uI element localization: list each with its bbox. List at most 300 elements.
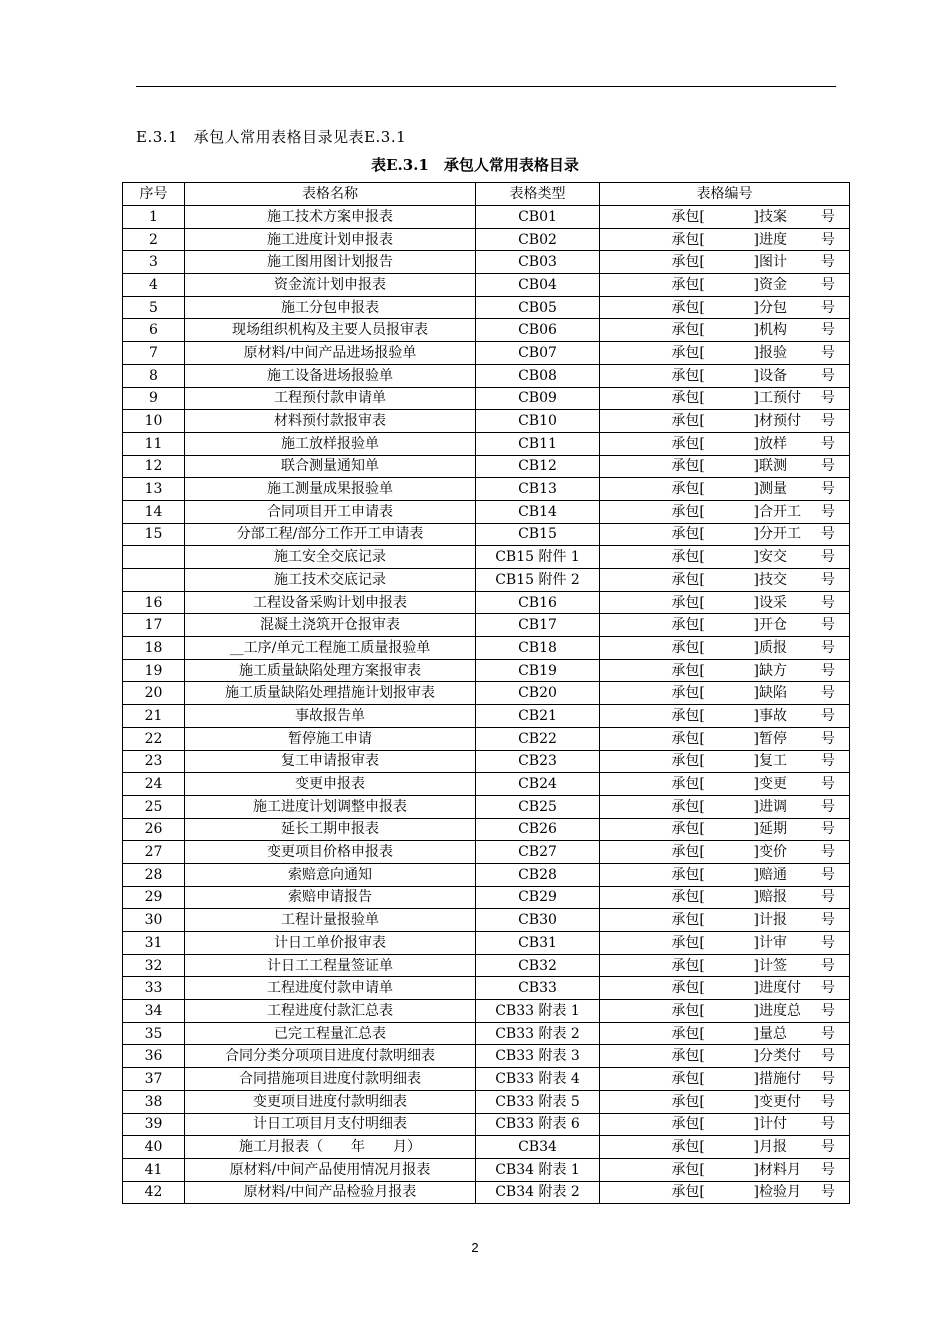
code-prefix: 承包[ <box>671 730 705 747</box>
form-code <box>600 705 850 728</box>
row-number: 24 <box>123 773 185 796</box>
form-type: CB26 <box>476 818 600 841</box>
code-abbrev: ]进度 <box>753 231 787 248</box>
form-type: CB10 <box>476 410 600 433</box>
table-row <box>123 818 850 841</box>
form-type: CB31 <box>476 932 600 955</box>
row-number: 10 <box>123 410 185 433</box>
code-abbrev: ]安交 <box>753 549 787 566</box>
form-type: CB33 附表 1 <box>476 1000 600 1023</box>
form-type: CB15 附件 1 <box>476 546 600 569</box>
code-suffix: 号 <box>820 254 835 271</box>
code-suffix: 号 <box>820 231 835 248</box>
form-type: CB15 <box>476 523 600 546</box>
code-abbrev: ]变更 <box>753 776 787 793</box>
code-prefix: 承包[ <box>671 594 705 611</box>
code-prefix: 承包[ <box>671 231 705 248</box>
form-code <box>600 1068 850 1091</box>
row-number: 16 <box>123 591 185 614</box>
form-code <box>600 727 850 750</box>
row-number: 28 <box>123 863 185 886</box>
code-abbrev: ]赔通 <box>753 866 787 883</box>
code-abbrev: ]分包 <box>753 299 787 316</box>
form-name: 复工申请报审表 <box>185 750 476 773</box>
code-abbrev: ]资金 <box>753 276 787 293</box>
form-name: 计日工单价报审表 <box>185 932 476 955</box>
form-code <box>600 500 850 523</box>
form-code <box>600 1022 850 1045</box>
code-abbrev: ]事故 <box>753 707 787 724</box>
code-abbrev: ]测量 <box>753 481 787 498</box>
form-name: 原材料/中间产品使用情况月报表 <box>185 1158 476 1181</box>
form-code <box>600 455 850 478</box>
table-row <box>123 1022 850 1045</box>
code-prefix: 承包[ <box>671 1025 705 1042</box>
form-code <box>600 1181 850 1204</box>
intro-text: E.3.1 承包人常用表格目录见表E.3.1 <box>136 128 407 146</box>
form-name: 已完工程量汇总表 <box>185 1022 476 1045</box>
row-number: 40 <box>123 1136 185 1159</box>
code-prefix: 承包[ <box>671 1093 705 1110</box>
code-abbrev: ]设备 <box>753 367 787 384</box>
form-code <box>600 932 850 955</box>
code-abbrev: ]变更付 <box>753 1093 801 1110</box>
code-suffix: 号 <box>820 753 835 770</box>
form-name: 施工技术方案申报表 <box>185 206 476 229</box>
form-type: CB24 <box>476 773 600 796</box>
code-suffix: 号 <box>820 208 835 225</box>
code-prefix: 承包[ <box>671 390 705 407</box>
form-code <box>600 954 850 977</box>
code-prefix: 承包[ <box>671 435 705 452</box>
form-name: 资金流计划申报表 <box>185 274 476 297</box>
code-abbrev: ]联测 <box>753 458 787 475</box>
form-name: 索赔申请报告 <box>185 886 476 909</box>
form-type: CB25 <box>476 795 600 818</box>
form-code <box>600 841 850 864</box>
form-name: 施工月报表（ 年 月） <box>185 1136 476 1159</box>
row-number: 23 <box>123 750 185 773</box>
form-type: CB33 附表 6 <box>476 1113 600 1136</box>
table-row <box>123 569 850 592</box>
form-code <box>600 364 850 387</box>
code-suffix: 号 <box>820 617 835 634</box>
code-suffix: 号 <box>820 1048 835 1065</box>
form-code <box>600 1000 850 1023</box>
code-abbrev: ]技交 <box>753 571 787 588</box>
code-suffix: 号 <box>820 1184 835 1201</box>
table-row <box>123 977 850 1000</box>
code-prefix: 承包[ <box>671 821 705 838</box>
code-suffix: 号 <box>820 912 835 929</box>
form-name: 施工分包申报表 <box>185 296 476 319</box>
row-number: 32 <box>123 954 185 977</box>
code-abbrev: ]计报 <box>753 912 787 929</box>
form-name: 工程设备采购计划申报表 <box>185 591 476 614</box>
table-row <box>123 682 850 705</box>
row-number: 15 <box>123 523 185 546</box>
code-suffix: 号 <box>820 549 835 566</box>
form-name: 施工放样报验单 <box>185 432 476 455</box>
row-number: 41 <box>123 1158 185 1181</box>
table-row <box>123 841 850 864</box>
form-code <box>600 274 850 297</box>
row-number <box>123 569 185 592</box>
table-row <box>123 705 850 728</box>
code-prefix: 承包[ <box>671 639 705 656</box>
form-type: CB07 <box>476 342 600 365</box>
row-number: 29 <box>123 886 185 909</box>
form-type: CB05 <box>476 296 600 319</box>
header-code: 表格编号 <box>600 183 850 206</box>
form-type: CB27 <box>476 841 600 864</box>
table-row <box>123 1136 850 1159</box>
code-prefix: 承包[ <box>671 753 705 770</box>
row-number: 4 <box>123 274 185 297</box>
table-row <box>123 727 850 750</box>
row-number: 34 <box>123 1000 185 1023</box>
table-row <box>123 1000 850 1023</box>
code-abbrev: ]合开工 <box>753 503 801 520</box>
code-abbrev: ]材预付 <box>753 413 801 430</box>
code-abbrev: ]变价 <box>753 844 787 861</box>
code-abbrev: ]放样 <box>753 435 787 452</box>
code-prefix: 承包[ <box>671 571 705 588</box>
code-prefix: 承包[ <box>671 1048 705 1065</box>
code-prefix: 承包[ <box>671 322 705 339</box>
code-abbrev: ]分开工 <box>753 526 801 543</box>
table-row <box>123 614 850 637</box>
code-suffix: 号 <box>820 1070 835 1087</box>
code-prefix: 承包[ <box>671 707 705 724</box>
form-code <box>600 1113 850 1136</box>
row-number: 20 <box>123 682 185 705</box>
table-row <box>123 1068 850 1091</box>
form-name: 施工测量成果报验单 <box>185 478 476 501</box>
code-suffix: 号 <box>820 980 835 997</box>
table-row <box>123 296 850 319</box>
form-code <box>600 614 850 637</box>
form-name: 施工设备进场报验单 <box>185 364 476 387</box>
form-type: CB33 附表 2 <box>476 1022 600 1045</box>
code-suffix: 号 <box>820 1116 835 1133</box>
form-name: 合同分类分项项目进度付款明细表 <box>185 1045 476 1068</box>
code-suffix: 号 <box>820 866 835 883</box>
code-abbrev: ]计付 <box>753 1116 787 1133</box>
table-row <box>123 659 850 682</box>
code-abbrev: ]复工 <box>753 753 787 770</box>
table-row <box>123 795 850 818</box>
form-code <box>600 206 850 229</box>
form-code <box>600 773 850 796</box>
row-number: 7 <box>123 342 185 365</box>
code-abbrev: ]机构 <box>753 322 787 339</box>
form-name: 施工安全交底记录 <box>185 546 476 569</box>
form-type: CB34 附表 1 <box>476 1158 600 1181</box>
code-prefix: 承包[ <box>671 866 705 883</box>
form-name: 合同措施项目进度付款明细表 <box>185 1068 476 1091</box>
code-prefix: 承包[ <box>671 1161 705 1178</box>
table-row <box>123 523 850 546</box>
form-type: CB22 <box>476 727 600 750</box>
code-abbrev: ]技案 <box>753 208 787 225</box>
code-suffix: 号 <box>820 571 835 588</box>
table-caption: 表E.3.1 承包人常用表格目录 <box>371 156 579 174</box>
row-number: 26 <box>123 818 185 841</box>
form-type: CB33 <box>476 977 600 1000</box>
form-name: 施工进度计划申报表 <box>185 228 476 251</box>
form-type: CB19 <box>476 659 600 682</box>
table-row <box>123 387 850 410</box>
table-row <box>123 1181 850 1204</box>
table-row <box>123 478 850 501</box>
row-number: 37 <box>123 1068 185 1091</box>
table-row <box>123 251 850 274</box>
form-code <box>600 546 850 569</box>
code-suffix: 号 <box>820 344 835 361</box>
code-suffix: 号 <box>820 1025 835 1042</box>
code-prefix: 承包[ <box>671 344 705 361</box>
code-suffix: 号 <box>820 1093 835 1110</box>
form-code <box>600 251 850 274</box>
form-name: 施工质量缺陷处理措施计划报审表 <box>185 682 476 705</box>
code-prefix: 承包[ <box>671 413 705 430</box>
form-type: CB28 <box>476 863 600 886</box>
table-row <box>123 274 850 297</box>
code-prefix: 承包[ <box>671 549 705 566</box>
code-prefix: 承包[ <box>671 254 705 271</box>
row-number: 11 <box>123 432 185 455</box>
row-number: 31 <box>123 932 185 955</box>
form-type: CB34 <box>476 1136 600 1159</box>
row-number: 17 <box>123 614 185 637</box>
form-code <box>600 886 850 909</box>
table-row <box>123 1158 850 1181</box>
page-number: 2 <box>471 1240 479 1255</box>
form-type: CB12 <box>476 455 600 478</box>
code-abbrev: ]赔报 <box>753 889 787 906</box>
form-name: 分部工程/部分工作开工申请表 <box>185 523 476 546</box>
row-number: 8 <box>123 364 185 387</box>
form-code <box>600 1136 850 1159</box>
code-suffix: 号 <box>820 1002 835 1019</box>
row-number: 14 <box>123 500 185 523</box>
code-abbrev: ]月报 <box>753 1139 787 1156</box>
form-name: 事故报告单 <box>185 705 476 728</box>
form-type: CB21 <box>476 705 600 728</box>
code-prefix: 承包[ <box>671 957 705 974</box>
form-name: 工程进度付款汇总表 <box>185 1000 476 1023</box>
code-suffix: 号 <box>820 481 835 498</box>
form-code <box>600 795 850 818</box>
code-suffix: 号 <box>820 299 835 316</box>
form-type: CB15 附件 2 <box>476 569 600 592</box>
code-prefix: 承包[ <box>671 662 705 679</box>
code-prefix: 承包[ <box>671 776 705 793</box>
form-code <box>600 432 850 455</box>
table-row <box>123 432 850 455</box>
form-code <box>600 977 850 1000</box>
form-code <box>600 659 850 682</box>
table-row <box>123 342 850 365</box>
row-number: 22 <box>123 727 185 750</box>
form-type: CB23 <box>476 750 600 773</box>
code-suffix: 号 <box>820 367 835 384</box>
table-row <box>123 500 850 523</box>
form-name: 施工进度计划调整申报表 <box>185 795 476 818</box>
code-abbrev: ]缺陷 <box>753 685 787 702</box>
code-suffix: 号 <box>820 526 835 543</box>
code-abbrev: ]进度总 <box>753 1002 801 1019</box>
row-number: 9 <box>123 387 185 410</box>
row-number: 33 <box>123 977 185 1000</box>
form-name: 现场组织机构及主要人员报审表 <box>185 319 476 342</box>
form-type: CB08 <box>476 364 600 387</box>
code-prefix: 承包[ <box>671 208 705 225</box>
form-type: CB01 <box>476 206 600 229</box>
form-name: 施工技术交底记录 <box>185 569 476 592</box>
table-row <box>123 1113 850 1136</box>
row-number: 13 <box>123 478 185 501</box>
row-number: 38 <box>123 1090 185 1113</box>
code-prefix: 承包[ <box>671 1116 705 1133</box>
code-abbrev: ]措施付 <box>753 1070 801 1087</box>
row-number: 6 <box>123 319 185 342</box>
form-type: CB32 <box>476 954 600 977</box>
form-type: CB34 附表 2 <box>476 1181 600 1204</box>
row-number: 1 <box>123 206 185 229</box>
form-type: CB09 <box>476 387 600 410</box>
row-number: 30 <box>123 909 185 932</box>
form-code <box>600 682 850 705</box>
row-number: 25 <box>123 795 185 818</box>
code-abbrev: ]质报 <box>753 639 787 656</box>
form-name: 施工图用图计划报告 <box>185 251 476 274</box>
form-code <box>600 818 850 841</box>
code-abbrev: ]图计 <box>753 254 787 271</box>
form-code <box>600 750 850 773</box>
code-suffix: 号 <box>820 458 835 475</box>
table-row <box>123 546 850 569</box>
row-number: 2 <box>123 228 185 251</box>
header-no: 序号 <box>123 183 185 206</box>
code-prefix: 承包[ <box>671 1070 705 1087</box>
code-prefix: 承包[ <box>671 798 705 815</box>
code-prefix: 承包[ <box>671 912 705 929</box>
form-type: CB18 <box>476 637 600 660</box>
table-row <box>123 455 850 478</box>
form-type: CB33 附表 4 <box>476 1068 600 1091</box>
table-row <box>123 228 850 251</box>
code-suffix: 号 <box>820 707 835 724</box>
code-prefix: 承包[ <box>671 844 705 861</box>
code-prefix: 承包[ <box>671 503 705 520</box>
row-number: 18 <box>123 637 185 660</box>
code-suffix: 号 <box>820 662 835 679</box>
code-prefix: 承包[ <box>671 481 705 498</box>
code-suffix: 号 <box>820 1139 835 1156</box>
form-type: CB17 <box>476 614 600 637</box>
code-suffix: 号 <box>820 798 835 815</box>
form-code <box>600 637 850 660</box>
table-row <box>123 954 850 977</box>
row-number: 21 <box>123 705 185 728</box>
code-suffix: 号 <box>820 934 835 951</box>
code-abbrev: ]材料月 <box>753 1161 801 1178</box>
code-abbrev: ]检验月 <box>753 1184 801 1201</box>
code-abbrev: ]进度付 <box>753 980 801 997</box>
form-name: 工程计量报验单 <box>185 909 476 932</box>
form-type: CB33 附表 5 <box>476 1090 600 1113</box>
code-suffix: 号 <box>820 1161 835 1178</box>
form-type: CB30 <box>476 909 600 932</box>
form-code <box>600 410 850 433</box>
form-code <box>600 1158 850 1181</box>
table-row <box>123 410 850 433</box>
code-prefix: 承包[ <box>671 934 705 951</box>
table-row <box>123 750 850 773</box>
header-rule <box>136 86 836 87</box>
form-type: CB16 <box>476 591 600 614</box>
code-abbrev: ]缺方 <box>753 662 787 679</box>
code-suffix: 号 <box>820 821 835 838</box>
form-code <box>600 863 850 886</box>
form-code <box>600 523 850 546</box>
row-number: 3 <box>123 251 185 274</box>
row-number: 27 <box>123 841 185 864</box>
form-type: CB33 附表 3 <box>476 1045 600 1068</box>
form-name: 暂停施工申请 <box>185 727 476 750</box>
form-type: CB04 <box>476 274 600 297</box>
form-code <box>600 228 850 251</box>
form-type: CB14 <box>476 500 600 523</box>
table-row <box>123 319 850 342</box>
row-number: 12 <box>123 455 185 478</box>
form-name: 原材料/中间产品检验月报表 <box>185 1181 476 1204</box>
code-suffix: 号 <box>820 390 835 407</box>
table-row <box>123 773 850 796</box>
code-suffix: 号 <box>820 685 835 702</box>
form-type: CB13 <box>476 478 600 501</box>
code-abbrev: ]进调 <box>753 798 787 815</box>
row-number: 35 <box>123 1022 185 1045</box>
code-suffix: 号 <box>820 776 835 793</box>
form-name: 合同项目开工申请表 <box>185 500 476 523</box>
code-abbrev: ]分类付 <box>753 1048 801 1065</box>
code-abbrev: ]报验 <box>753 344 787 361</box>
table-row <box>123 886 850 909</box>
table-row <box>123 364 850 387</box>
code-abbrev: ]计签 <box>753 957 787 974</box>
form-name: 计日工工程量签证单 <box>185 954 476 977</box>
form-name: __工序/单元工程施工质量报验单 <box>185 637 476 660</box>
table-row <box>123 909 850 932</box>
code-abbrev: ]开仓 <box>753 617 787 634</box>
code-prefix: 承包[ <box>671 889 705 906</box>
code-prefix: 承包[ <box>671 617 705 634</box>
form-type: CB29 <box>476 886 600 909</box>
code-suffix: 号 <box>820 503 835 520</box>
form-type: CB03 <box>476 251 600 274</box>
code-prefix: 承包[ <box>671 1002 705 1019</box>
form-type: CB11 <box>476 432 600 455</box>
form-code <box>600 319 850 342</box>
form-name: 原材料/中间产品进场报验单 <box>185 342 476 365</box>
code-abbrev: ]工预付 <box>753 390 801 407</box>
form-catalog-table <box>122 182 850 1204</box>
form-code <box>600 342 850 365</box>
form-name: 工程进度付款申请单 <box>185 977 476 1000</box>
